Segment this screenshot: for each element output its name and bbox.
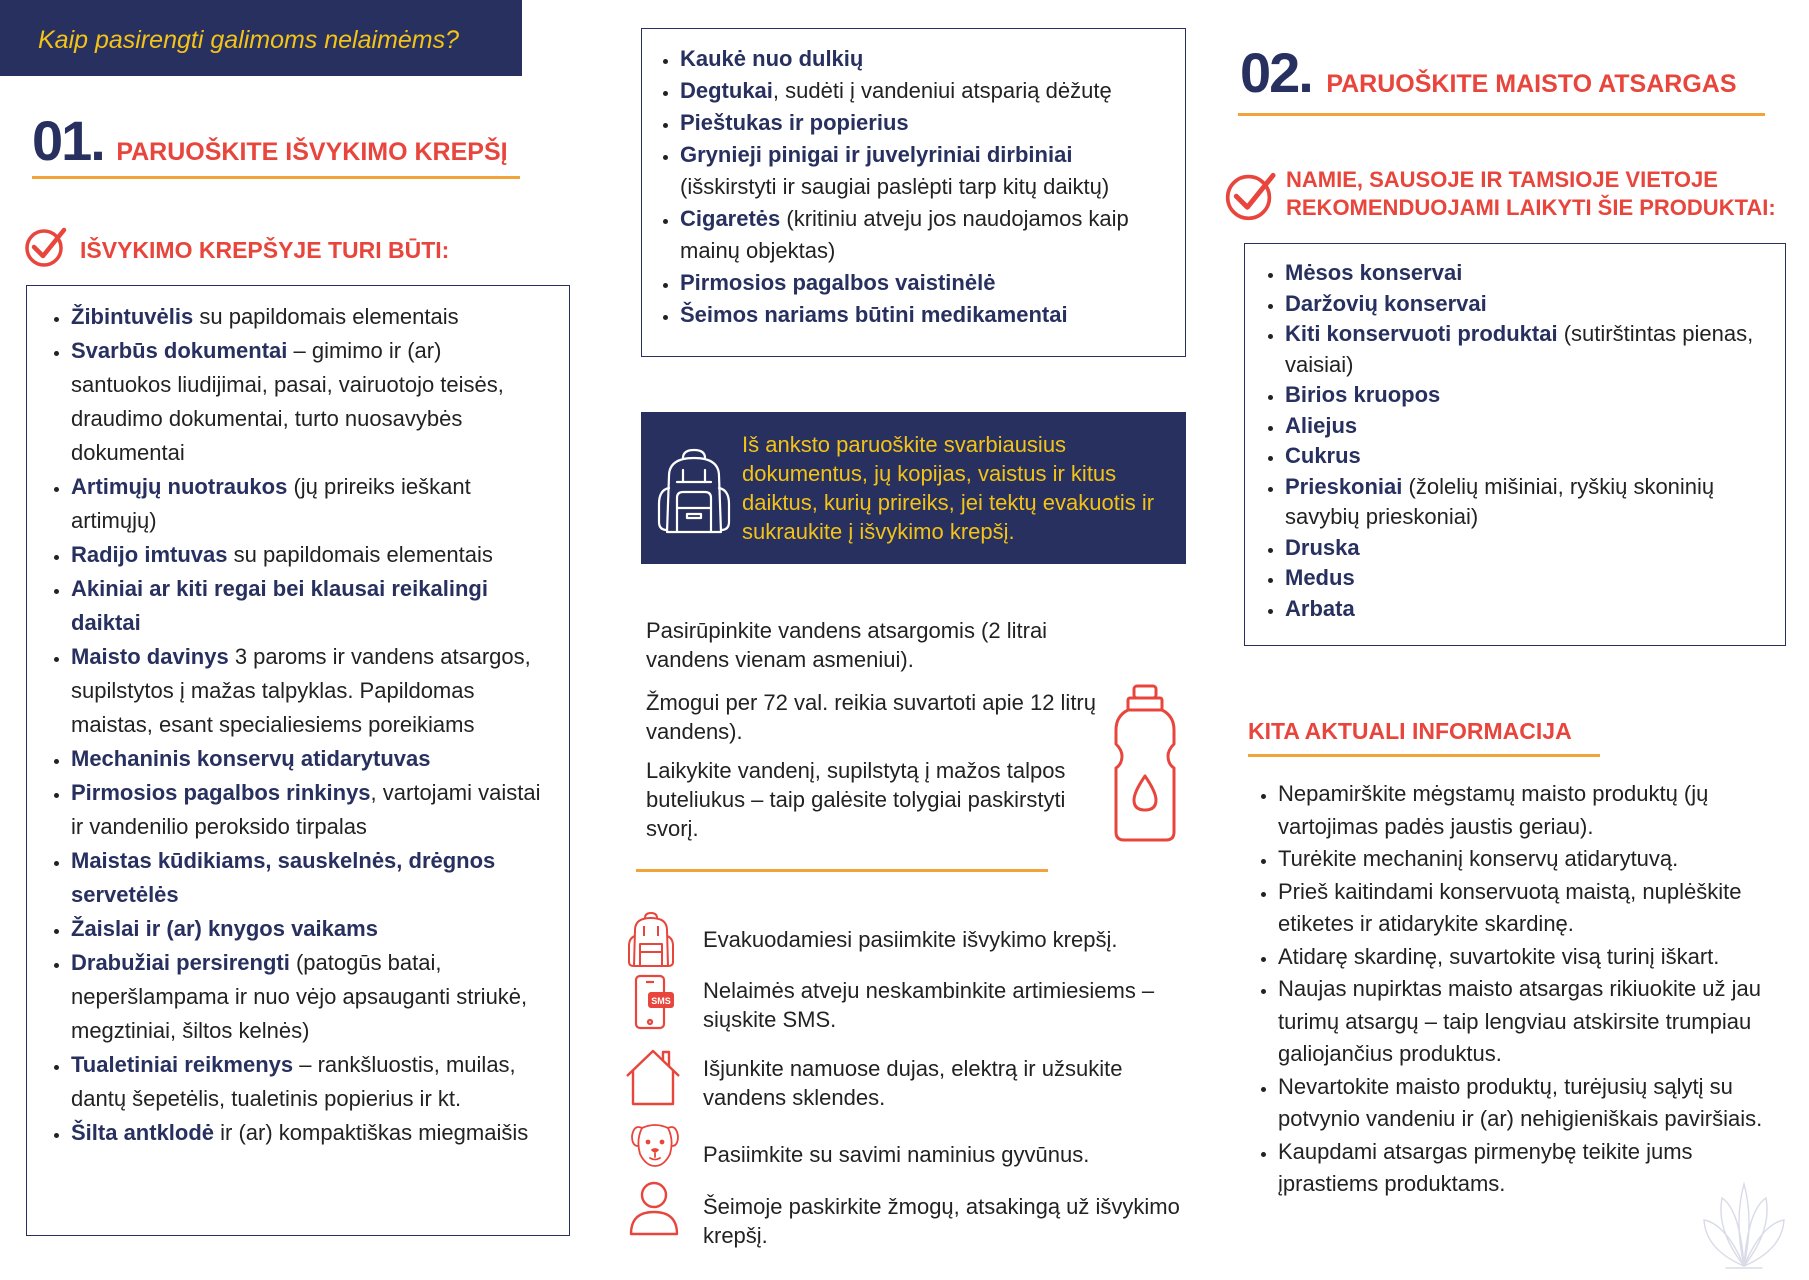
dog-icon	[630, 1120, 680, 1168]
list-item	[680, 43, 1170, 75]
list-item	[1278, 778, 1778, 843]
list-item-bold-text: Birios kruopos	[1285, 382, 1441, 407]
list-item	[1285, 289, 1765, 320]
list-item-bold-text: Medus	[1285, 565, 1355, 590]
list-item-text: Turėkite mechaninį konservų atidarytuvą.	[1278, 846, 1679, 871]
section1-heading	[32, 108, 532, 173]
list-item	[1285, 441, 1765, 472]
list-item	[1285, 411, 1765, 442]
tip-text-5: Šeimoje paskirkite žmogų, atsakingą už išvykimo krepšį.	[703, 1194, 1180, 1248]
list-item-text: su papildomais elementais	[227, 542, 493, 567]
section1-rule	[32, 176, 520, 179]
list-item	[1285, 380, 1765, 411]
backpack-icon	[653, 448, 735, 538]
list-item-bold-text: Pieštukas ir popierius	[680, 110, 909, 135]
list-item-bold-text: Akiniai ar kiti regai bei klausai reikalingi daiktai	[71, 576, 488, 635]
list-item-bold-text: Daržovių konservai	[1285, 290, 1487, 316]
list-item-text: Kaupdami atsargas pirmenybę teikite jums įprastiems produktams.	[1278, 1138, 1693, 1196]
list-item-bold-text: Mėsos konservai	[1285, 260, 1463, 285]
section1-list	[27, 300, 546, 1150]
section1-list-box	[26, 285, 570, 1236]
list-item-bold-text: Kaukė nuo dulkių	[680, 46, 864, 71]
list-item-text: (jų prireiks ieškant artimųjų)	[71, 474, 471, 533]
header-banner	[0, 0, 522, 76]
list-item-text: Naujas nupirktas maisto atsargas rikiuokite už jau turimų atsargų – taip lengviau atskirsite trumpiau galiojančius produktus.	[1278, 976, 1762, 1066]
sms-label: SMS	[651, 996, 671, 1006]
list-item-text: , vartojami vaistai ir vandenilio peroksido tirpalas	[71, 780, 541, 839]
list-item-text: Nepamirškite mėgstamų maisto produktų (jų vartojimas padės jaustis geriau).	[1278, 781, 1709, 839]
list-item	[1285, 258, 1765, 289]
list-item	[71, 640, 546, 742]
water-bottle-icon	[1112, 684, 1178, 844]
list-item	[680, 267, 1170, 299]
person-icon	[628, 1180, 680, 1236]
list-item-bold-text: Mechaninis konservų atidarytuvas	[71, 746, 431, 771]
list-item	[71, 912, 546, 946]
list-item	[1285, 533, 1765, 564]
shell-watermark-icon	[1696, 1180, 1792, 1272]
section1-title: PARUOŠKITE IŠVYKIMO KREPŠĮ	[116, 138, 508, 166]
list-item	[1278, 876, 1778, 941]
list-item-bold-text: Šeimos nariams būtini medikamentai	[680, 302, 1068, 327]
section2-subtitle-line2: REKOMENDUOJAMI LAIKYTI ŠIE PRODUKTAI:	[1286, 195, 1776, 220]
other-rule	[1248, 754, 1600, 757]
house-icon	[625, 1048, 681, 1106]
list-item-bold-text: Maistas kūdikiams, sauskelnės, drėgnos servetėlės	[71, 848, 496, 907]
list-item-text: (išskirstyti ir saugiai paslėpti tarp kitų daiktų)	[680, 174, 1110, 199]
list-item-bold-text: Prieskoniai	[1285, 473, 1403, 499]
section2-heading	[1240, 40, 1800, 105]
water-info	[646, 616, 1116, 843]
list-item	[71, 572, 546, 640]
backpack-icon	[626, 912, 676, 968]
list-item	[680, 299, 1170, 331]
list-item	[680, 107, 1170, 139]
list-item-bold-text: Druska	[1285, 534, 1360, 560]
water-text-2: Žmogui per 72 val. reikia suvartoti apie 12 litrų vandens).	[646, 690, 1096, 744]
list-item	[1278, 843, 1778, 876]
list-item	[1285, 472, 1765, 533]
tip-text-1: Evakuodamiesi pasiimkite išvykimo krepšį.	[703, 927, 1118, 952]
list-item-bold-text: Tualetiniai reikmenys	[71, 1052, 294, 1077]
list-item-bold-text: Radijo imtuvas	[71, 542, 228, 567]
tip-text-2: Nelaimės atveju neskambinkite artimiesiems – siųskite SMS.	[703, 978, 1155, 1032]
list-item-bold-text: Maisto davinys	[71, 644, 229, 669]
list-item-bold-text: Aliejus	[1285, 412, 1358, 438]
list-item-bold-text: Kiti konservuoti produktai	[1285, 321, 1558, 346]
middle-list	[642, 43, 1170, 331]
list-item	[71, 776, 546, 844]
list-item-bold-text: Arbata	[1285, 595, 1355, 621]
list-item	[680, 203, 1170, 267]
list-item-bold-text: Grynieji pinigai ir juvelyriniai dirbiniai	[680, 142, 1073, 167]
list-item	[71, 1048, 546, 1116]
other-title: KITA AKTUALI INFORMACIJA	[1248, 718, 1572, 744]
list-item	[680, 139, 1170, 203]
section2-title: PARUOŠKITE MAISTO ATSARGAS	[1326, 70, 1737, 98]
sms-phone-icon	[632, 974, 676, 1032]
list-item	[1278, 973, 1778, 1071]
section2-list	[1245, 258, 1765, 624]
section2-list-box	[1244, 243, 1786, 646]
section2-subtitle	[1286, 166, 1806, 222]
list-item-bold-text: Svarbūs dokumentai	[71, 338, 288, 363]
list-item-text: (sutirštintas pienas, vaisiai)	[1285, 321, 1754, 377]
list-item	[71, 1116, 546, 1150]
water-text-1: Pasirūpinkite vandens atsargomis (2 litrai vandens vienam asmeniui).	[646, 618, 1048, 672]
list-item-text: Nevartokite maisto produktų, turėjusių sąlytį su potvynio vandeniu ir (ar) nehigieniškais paviršiais.	[1278, 1073, 1763, 1131]
list-item-text: ir (ar) kompaktiškas miegmaišis	[214, 1120, 529, 1145]
middle-rule	[636, 869, 1048, 872]
list-item	[680, 75, 1170, 107]
list-item-text: – gimimo ir (ar) santuokos liudijimai, pasai, vairuotojo teisės, draudimo dokumentai, turto nuosavybės dokumentai	[71, 338, 504, 465]
list-item-text: – rankšluostis, muilas, dantų šepetėlis, tualetinis popierius ir kt.	[71, 1052, 516, 1111]
list-item-text: Atidarę skardinę, suvartokite visą turinį iškart.	[1278, 943, 1720, 969]
list-item-bold-text: Žibintuvėlis	[71, 304, 194, 329]
section1-number: 01.	[32, 109, 104, 172]
list-item	[1285, 319, 1765, 380]
list-item-text: (patogūs batai, neperšlampama ir nuo vėjo apsauganti striukė, megztiniai, šiltos kelnės)	[71, 950, 528, 1043]
tip-text-3: Išjunkite namuose dujas, elektrą ir užsukite vandens sklendes.	[703, 1056, 1123, 1110]
section2-rule	[1238, 113, 1765, 116]
callout-box	[641, 412, 1186, 564]
list-item-text: , sudėti į vandeniui atsparią dėžutę	[772, 78, 1112, 103]
list-item-text: (žolelių mišiniai, ryškių skoninių savybių prieskoniai)	[1285, 473, 1715, 529]
middle-list-box	[641, 28, 1186, 357]
tip-text-4: Pasiimkite su savimi naminius gyvūnus.	[703, 1142, 1090, 1167]
section2-number: 02.	[1240, 41, 1312, 104]
list-item-bold-text: Pirmosios pagalbos rinkinys	[71, 780, 371, 805]
check-circle-icon	[1224, 168, 1278, 222]
list-item-text: Prieš kaitindami konservuotą maistą, nuplėškite etiketes ir atidarykite skardinę.	[1278, 878, 1742, 936]
list-item-bold-text: Cigaretės	[680, 206, 781, 231]
list-item-bold-text: Cukrus	[1285, 443, 1361, 468]
list-item	[71, 334, 546, 470]
water-text-3: Laikykite vandenį, supilstytą į mažos talpos buteliukus – taip galėsite tolygiai paskirstyti svorį.	[646, 758, 1066, 841]
list-item-text: (kritiniu atveju jos naudojamos kaip mainų objektas)	[680, 206, 1129, 263]
list-item	[71, 844, 546, 912]
list-item	[71, 538, 546, 572]
list-item-bold-text: Pirmosios pagalbos vaistinėlė	[680, 270, 996, 295]
list-item	[71, 946, 546, 1048]
callout-text: Iš anksto paruoškite svarbiausius dokumentus, jų kopijas, vaistus ir kitus daiktus, kurių prireiks, jei tektų evakuotis ir sukraukite į išvykimo krepšį.	[742, 432, 1155, 544]
list-item	[1278, 1071, 1778, 1136]
header-title: Kaip pasirengti galimoms nelaimėms?	[38, 26, 460, 54]
section1-subheading	[24, 224, 504, 268]
list-item	[71, 470, 546, 538]
list-item	[1285, 563, 1765, 594]
list-item-text: su papildomais elementais	[193, 304, 459, 329]
list-item-bold-text: Degtukai	[680, 78, 773, 103]
list-item-bold-text: Drabužiai persirengti	[71, 950, 290, 975]
list-item	[1285, 594, 1765, 625]
section1-subtitle: IŠVYKIMO KREPŠYJE TURI BŪTI:	[80, 237, 450, 263]
list-item-bold-text: Šilta antklodė	[71, 1120, 215, 1145]
section2-subtitle-line1: NAMIE, SAUSOJE IR TAMSIOJE VIETOJE	[1286, 167, 1718, 192]
list-item-bold-text: Artimųjų nuotraukos	[71, 474, 288, 499]
other-list	[1236, 778, 1778, 1201]
list-item	[71, 742, 546, 776]
list-item	[1278, 941, 1778, 974]
list-item-bold-text: Žaislai ir (ar) knygos vaikams	[71, 916, 378, 941]
list-item	[71, 300, 546, 334]
section2-subheading	[1224, 164, 1804, 228]
check-circle-icon	[24, 224, 68, 268]
list-item-text: 3 paroms ir vandens atsargos, supilstytos į mažas talpyklas. Papildomas maistas, esant specialiesiems poreikiams	[71, 644, 531, 737]
